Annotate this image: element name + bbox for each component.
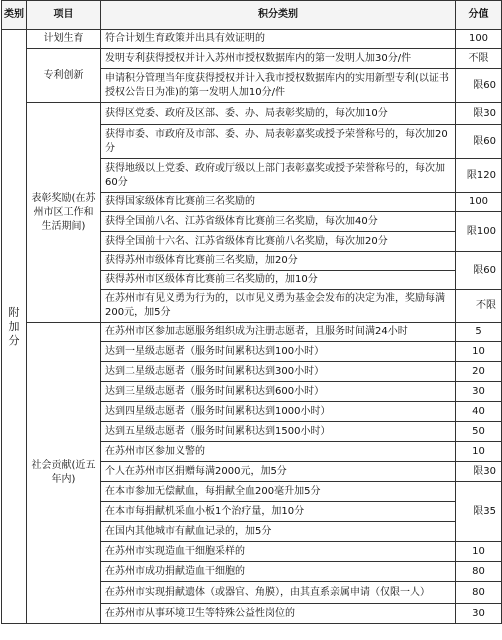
- row-content: 获得市委、市政府及市部、委、办、局表彰嘉奖或授予荣誉称号的，每次加20分: [101, 125, 456, 159]
- category-label: 附加分: [6, 306, 22, 348]
- row-content: 达到三星级志愿者（服务时间累积达到600小时）: [101, 382, 456, 402]
- row-content: 获得区党委、政府及区部、委、办、局表彰奖励的，每次加10分: [101, 103, 456, 125]
- row-score: 不限: [456, 49, 502, 69]
- row-content: 在苏州市成功捐献造血干细胞的: [101, 562, 456, 582]
- row-score: 40: [456, 402, 502, 422]
- row-score: 5: [456, 323, 502, 342]
- row-content: 申请积分管理当年度获得授权并计入我市授权数据库内的实用新型专利(以证书授权公告日为准)的第一发明人加10分/件: [101, 69, 456, 103]
- header-row: [2, 1, 502, 30]
- row-score: 限100: [456, 212, 502, 252]
- row-score: 10: [456, 342, 502, 362]
- row-content: 达到四星级志愿者（服务时间累积达到1000小时）: [101, 402, 456, 422]
- row-content: 获得全国前八名、江苏省级体育比赛前三名奖励，每次加40分: [101, 212, 456, 232]
- row-content: 在国内其他城市有献血记录的，加5分: [101, 522, 456, 542]
- row-score: 限30: [456, 103, 502, 125]
- row-score: 10: [456, 542, 502, 562]
- row-content: 在苏州市区参加志愿服务组织成为注册志愿者，且服务时间满24小时: [101, 323, 456, 342]
- header-category: 类别: [2, 1, 27, 30]
- row-content: 符合计划生育政策并出具有效证明的: [101, 30, 456, 49]
- row-content: 在本市每捐献机采血小板1个治疗量，加10分: [101, 502, 456, 522]
- row-content: 达到五星级志愿者（服务时间累积达到1500小时）: [101, 422, 456, 442]
- header-content: 积分类别: [101, 1, 456, 30]
- row-content: 个人在苏州市区捐赠每满2000元，加5分: [101, 462, 456, 482]
- item-patent: 专利创新: [27, 49, 101, 103]
- row-content: 获得全国前十六名、江苏省级体育比赛前八名奖励，每次加20分: [101, 232, 456, 252]
- row-content: 获得苏州市区级体育比赛前三名奖励的，加10分: [101, 271, 456, 290]
- row-content: 获得地级以上党委、政府或厅级以上部门表彰嘉奖或授予荣誉称号的，每次加60分: [101, 159, 456, 193]
- row-score: 20: [456, 362, 502, 382]
- row-score: 限60: [456, 252, 502, 290]
- row-content: 在苏州市有见义勇为行为的，以市见义勇为基金会发布的决定为准，奖励每满200元，加5分: [101, 290, 456, 323]
- category-cell: [2, 30, 27, 624]
- item-social: 社会贡献(近五年内): [27, 323, 101, 624]
- row-content: 获得国家级体育比赛前三名奖励的: [101, 193, 456, 212]
- row-content: 在苏州市从事环境卫生等特殊公益性岗位的: [101, 604, 456, 624]
- table-row: [2, 323, 502, 342]
- row-score: 30: [456, 382, 502, 402]
- table-row: [2, 49, 502, 69]
- row-content: 在苏州市区参加义警的: [101, 442, 456, 462]
- row-content: 在本市参加无偿献血，每捐献全血200毫升加5分: [101, 482, 456, 502]
- row-score: 限120: [456, 159, 502, 193]
- row-content: 获得苏州市级体育比赛前三名奖励，加20分: [101, 252, 456, 271]
- row-score: 限60: [456, 69, 502, 103]
- table-row: [2, 30, 502, 49]
- row-content: 发明专利获得授权并计入苏州市授权数据库内的第一发明人加30分/件: [101, 49, 456, 69]
- row-content: 达到二星级志愿者（服务时间累积达到300小时）: [101, 362, 456, 382]
- row-score: 限35: [456, 482, 502, 542]
- item-family-planning: 计划生育: [27, 30, 101, 49]
- row-content: 达到一星级志愿者（服务时间累积达到100小时）: [101, 342, 456, 362]
- row-score: 限30: [456, 462, 502, 482]
- score-table: [1, 0, 502, 624]
- row-score: 80: [456, 562, 502, 582]
- table-row: [2, 103, 502, 125]
- row-score: 30: [456, 604, 502, 624]
- row-score: 不限: [456, 290, 502, 323]
- row-content: 在苏州市实现捐献遗体（或器官、角膜），由其直系亲属申请（仅限一人）: [101, 582, 456, 604]
- row-score: 80: [456, 582, 502, 604]
- header-item: 项目: [27, 1, 101, 30]
- row-content: 在苏州市实现造血干细胞采样的: [101, 542, 456, 562]
- row-score: 100: [456, 30, 502, 49]
- item-commendation: 表彰奖励(在苏州市区工作和生活期间): [27, 103, 101, 323]
- header-score: 分值: [456, 1, 502, 30]
- row-score: 50: [456, 422, 502, 442]
- row-score: 100: [456, 193, 502, 212]
- row-score: 10: [456, 442, 502, 462]
- row-score: 限60: [456, 125, 502, 159]
